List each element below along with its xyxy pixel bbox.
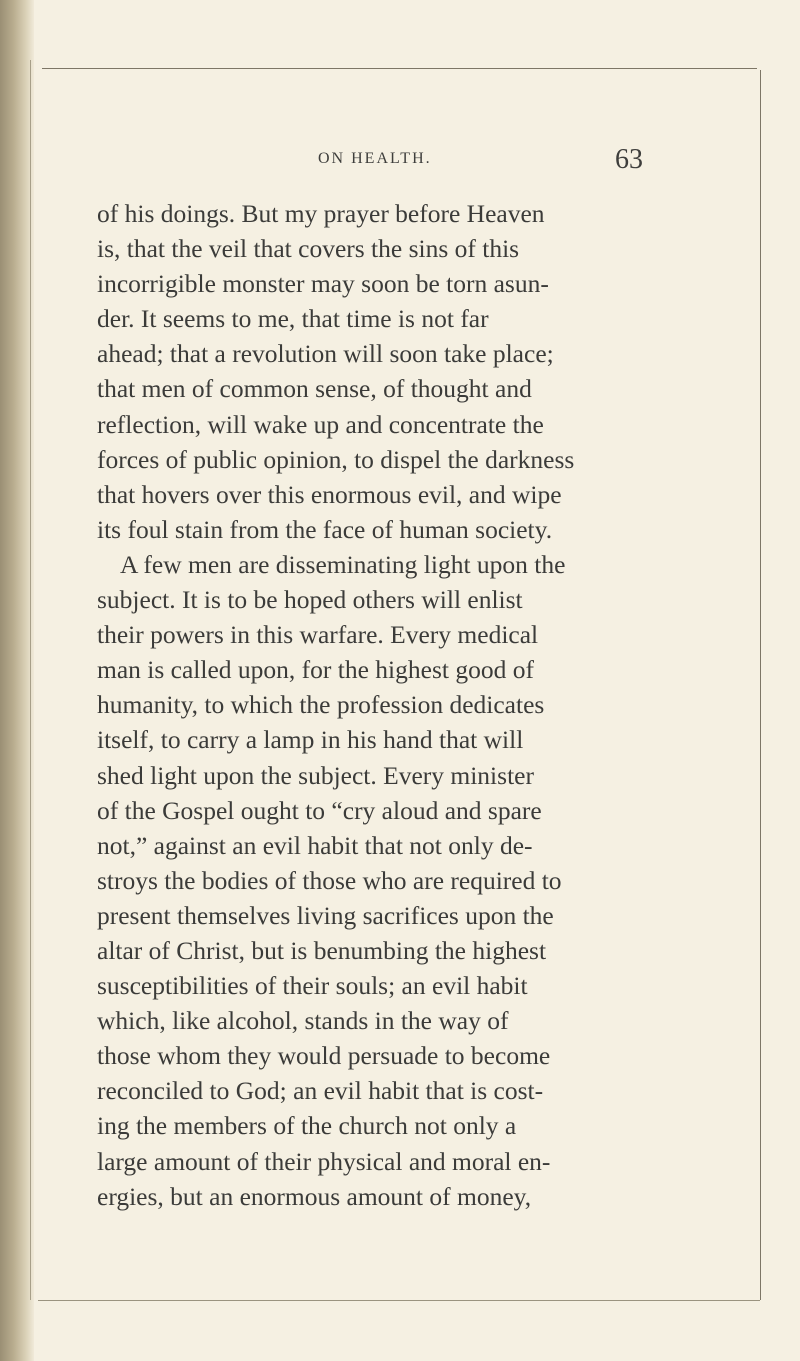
text-line: man is called upon, for the highest good of [97, 655, 534, 685]
text-line: reflection, will wake up and concentrate the [97, 409, 544, 439]
text-line: which, like alcohol, stands in the way of [97, 1006, 509, 1036]
text-line: not,” against an evil habit that not only de- [97, 830, 533, 860]
text-line: large amount of their physical and moral en- [97, 1146, 551, 1176]
text-line: ergies, but an enormous amount of money, [97, 1181, 532, 1211]
running-head [0, 146, 800, 180]
body-text [97, 196, 717, 1214]
text-line: A few men are disseminating light upon the [120, 549, 566, 579]
text-line: incorrigible monster may soon be torn asun- [97, 269, 549, 299]
text-line: ing the members of the church not only a [97, 1111, 517, 1141]
text-line: ahead; that a revolution will soon take place; [97, 339, 554, 369]
binding-shadow [0, 0, 34, 1361]
page-number: 63 [615, 144, 643, 175]
text-line: altar of Christ, but is benumbing the highest [97, 935, 547, 965]
text-line: those whom they would persuade to become [97, 1041, 551, 1071]
text-line: humanity, to which the profession dedicates [97, 690, 545, 720]
text-line: that hovers over this enormous evil, and wipe [97, 479, 562, 509]
text-line: its foul stain from the face of human society. [97, 514, 553, 544]
text-line: present themselves living sacrifices upon the [97, 900, 554, 930]
page-frame-top [42, 68, 757, 69]
text-line: itself, to carry a lamp in his hand that will [97, 725, 524, 755]
text-line: reconciled to God; an evil habit that is cost- [97, 1076, 544, 1106]
binding-edge-line [30, 60, 31, 1300]
page-frame-bottom [38, 1300, 760, 1301]
text-line: that men of common sense, of thought and [97, 374, 532, 404]
text-line: their powers in this warfare. Every medical [97, 620, 539, 650]
text-line: of his doings. But my prayer before Heaven [97, 199, 545, 228]
text-line: forces of public opinion, to dispel the darkness [97, 444, 575, 474]
text-line: stroys the bodies of those who are required to [97, 865, 562, 895]
text-line: susceptibilities of their souls; an evil habit [97, 971, 528, 1001]
page-frame-right [760, 70, 761, 1300]
running-head-title: ON HEALTH. [318, 150, 432, 167]
text-line: subject. It is to be hoped others will enlist [97, 585, 523, 615]
text-line: der. It seems to me, that time is not far [97, 304, 489, 334]
text-line: shed light upon the subject. Every minister [97, 760, 534, 790]
text-line: of the Gospel ought to “cry aloud and spare [97, 795, 542, 825]
text-line: is, that the veil that covers the sins of this [97, 234, 520, 264]
